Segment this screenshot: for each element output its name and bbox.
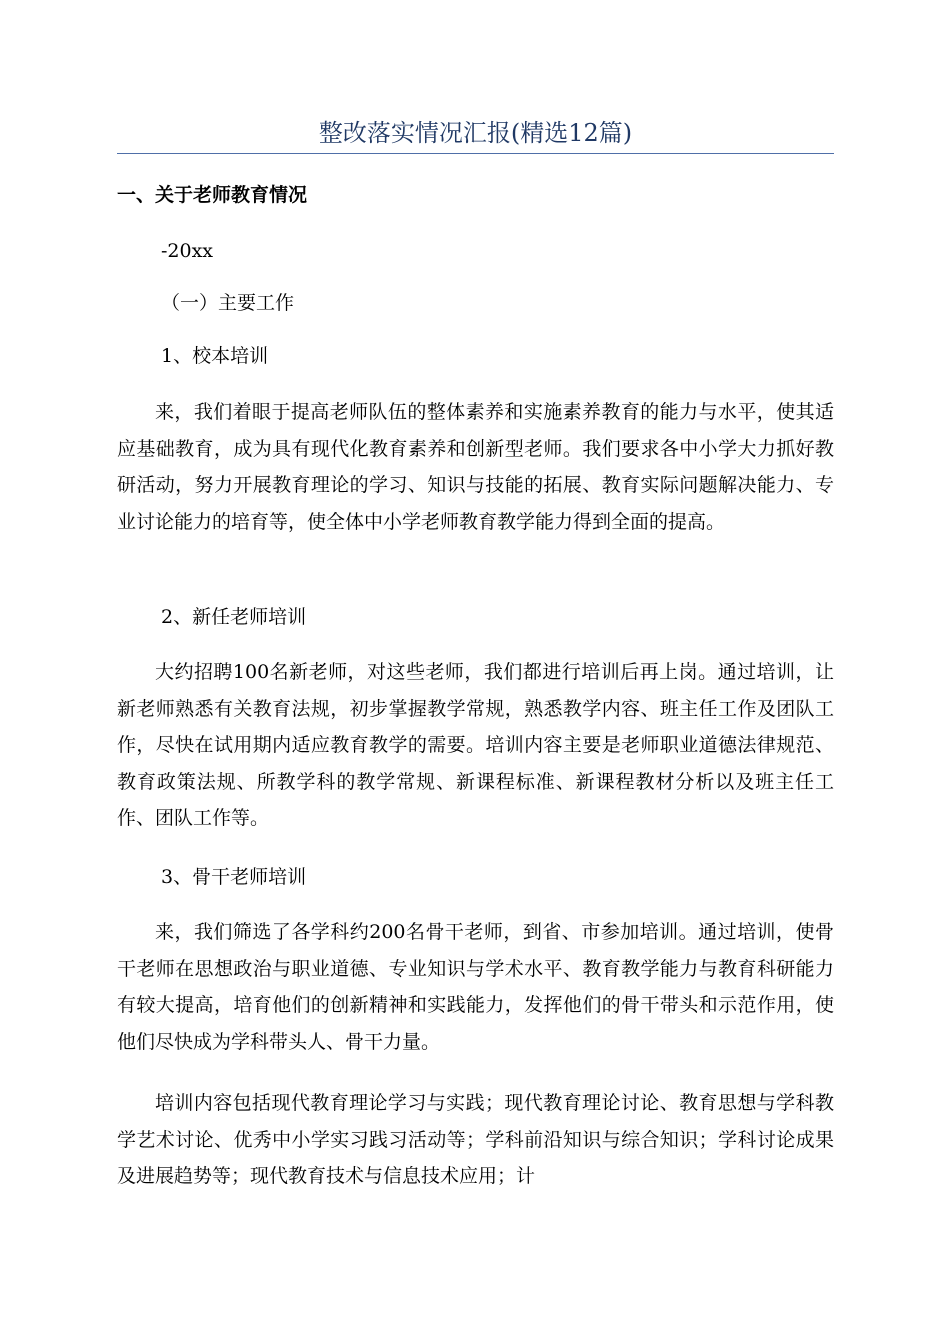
section-heading: 一、关于老师教育情况 bbox=[117, 184, 308, 206]
item-backbone-teacher-training: 3、骨干老师培训 bbox=[161, 866, 307, 888]
paragraph-backbone-teacher-training: 来，我们筛选了各学科约200名骨干老师，到省、市参加培训。通过培训，使骨干老师在思想政治与职业道德、专业知识与学术水平、教育教学能力与教育科研能力有较大提高，培育他们的创新精神和实践能力，发挥他们的骨干带头和示范作用，使他们尽快成为学科带头人、骨干力量。 bbox=[117, 921, 834, 1053]
document-title: 整改落实情况汇报(精选12篇) bbox=[318, 119, 633, 147]
title-underline bbox=[117, 153, 834, 154]
year-line: -20xx bbox=[161, 240, 214, 262]
paragraph-school-training: 来，我们着眼于提高老师队伍的整体素养和实施素养教育的能力与水平，使其适应基础教育，成为具有现代化教育素养和创新型老师。我们要求各中小学大力抓好教研活动，努力开展教育理论的学习、知识与技能的拓展、教育实际问题解决能力、专业讨论能力的培育等，使全体中小学老师教育教学能力得到全面的提高。 bbox=[117, 401, 834, 533]
item-school-training: 1、校本培训 bbox=[161, 345, 269, 367]
paragraph-new-teacher-training: 大约招聘100名新老师，对这些老师，我们都进行培训后再上岗。通过培训，让新老师熟悉有关教育法规，初步掌握教学常规，熟悉教学内容、班主任工作及团队工作，尽快在试用期内适应教育教学的需要。培训内容主要是老师职业道德法律规范、教育政策法规、所教学科的教学常规、新课程标准、新课程教材分析以及班主任工作、团队工作等。 bbox=[117, 661, 834, 829]
item-new-teacher-training: 2、新任老师培训 bbox=[161, 606, 307, 628]
subheading-main-work: （一）主要工作 bbox=[161, 292, 295, 314]
paragraph-training-content: 培训内容包括现代教育理论学习与实践；现代教育理论讨论、教育思想与学科教学艺术讨论、优秀中小学实习践习活动等；学科前沿知识与综合知识；学科讨论成果及进展趋势等；现代教育技术与信息技术应用；计 bbox=[117, 1092, 834, 1187]
